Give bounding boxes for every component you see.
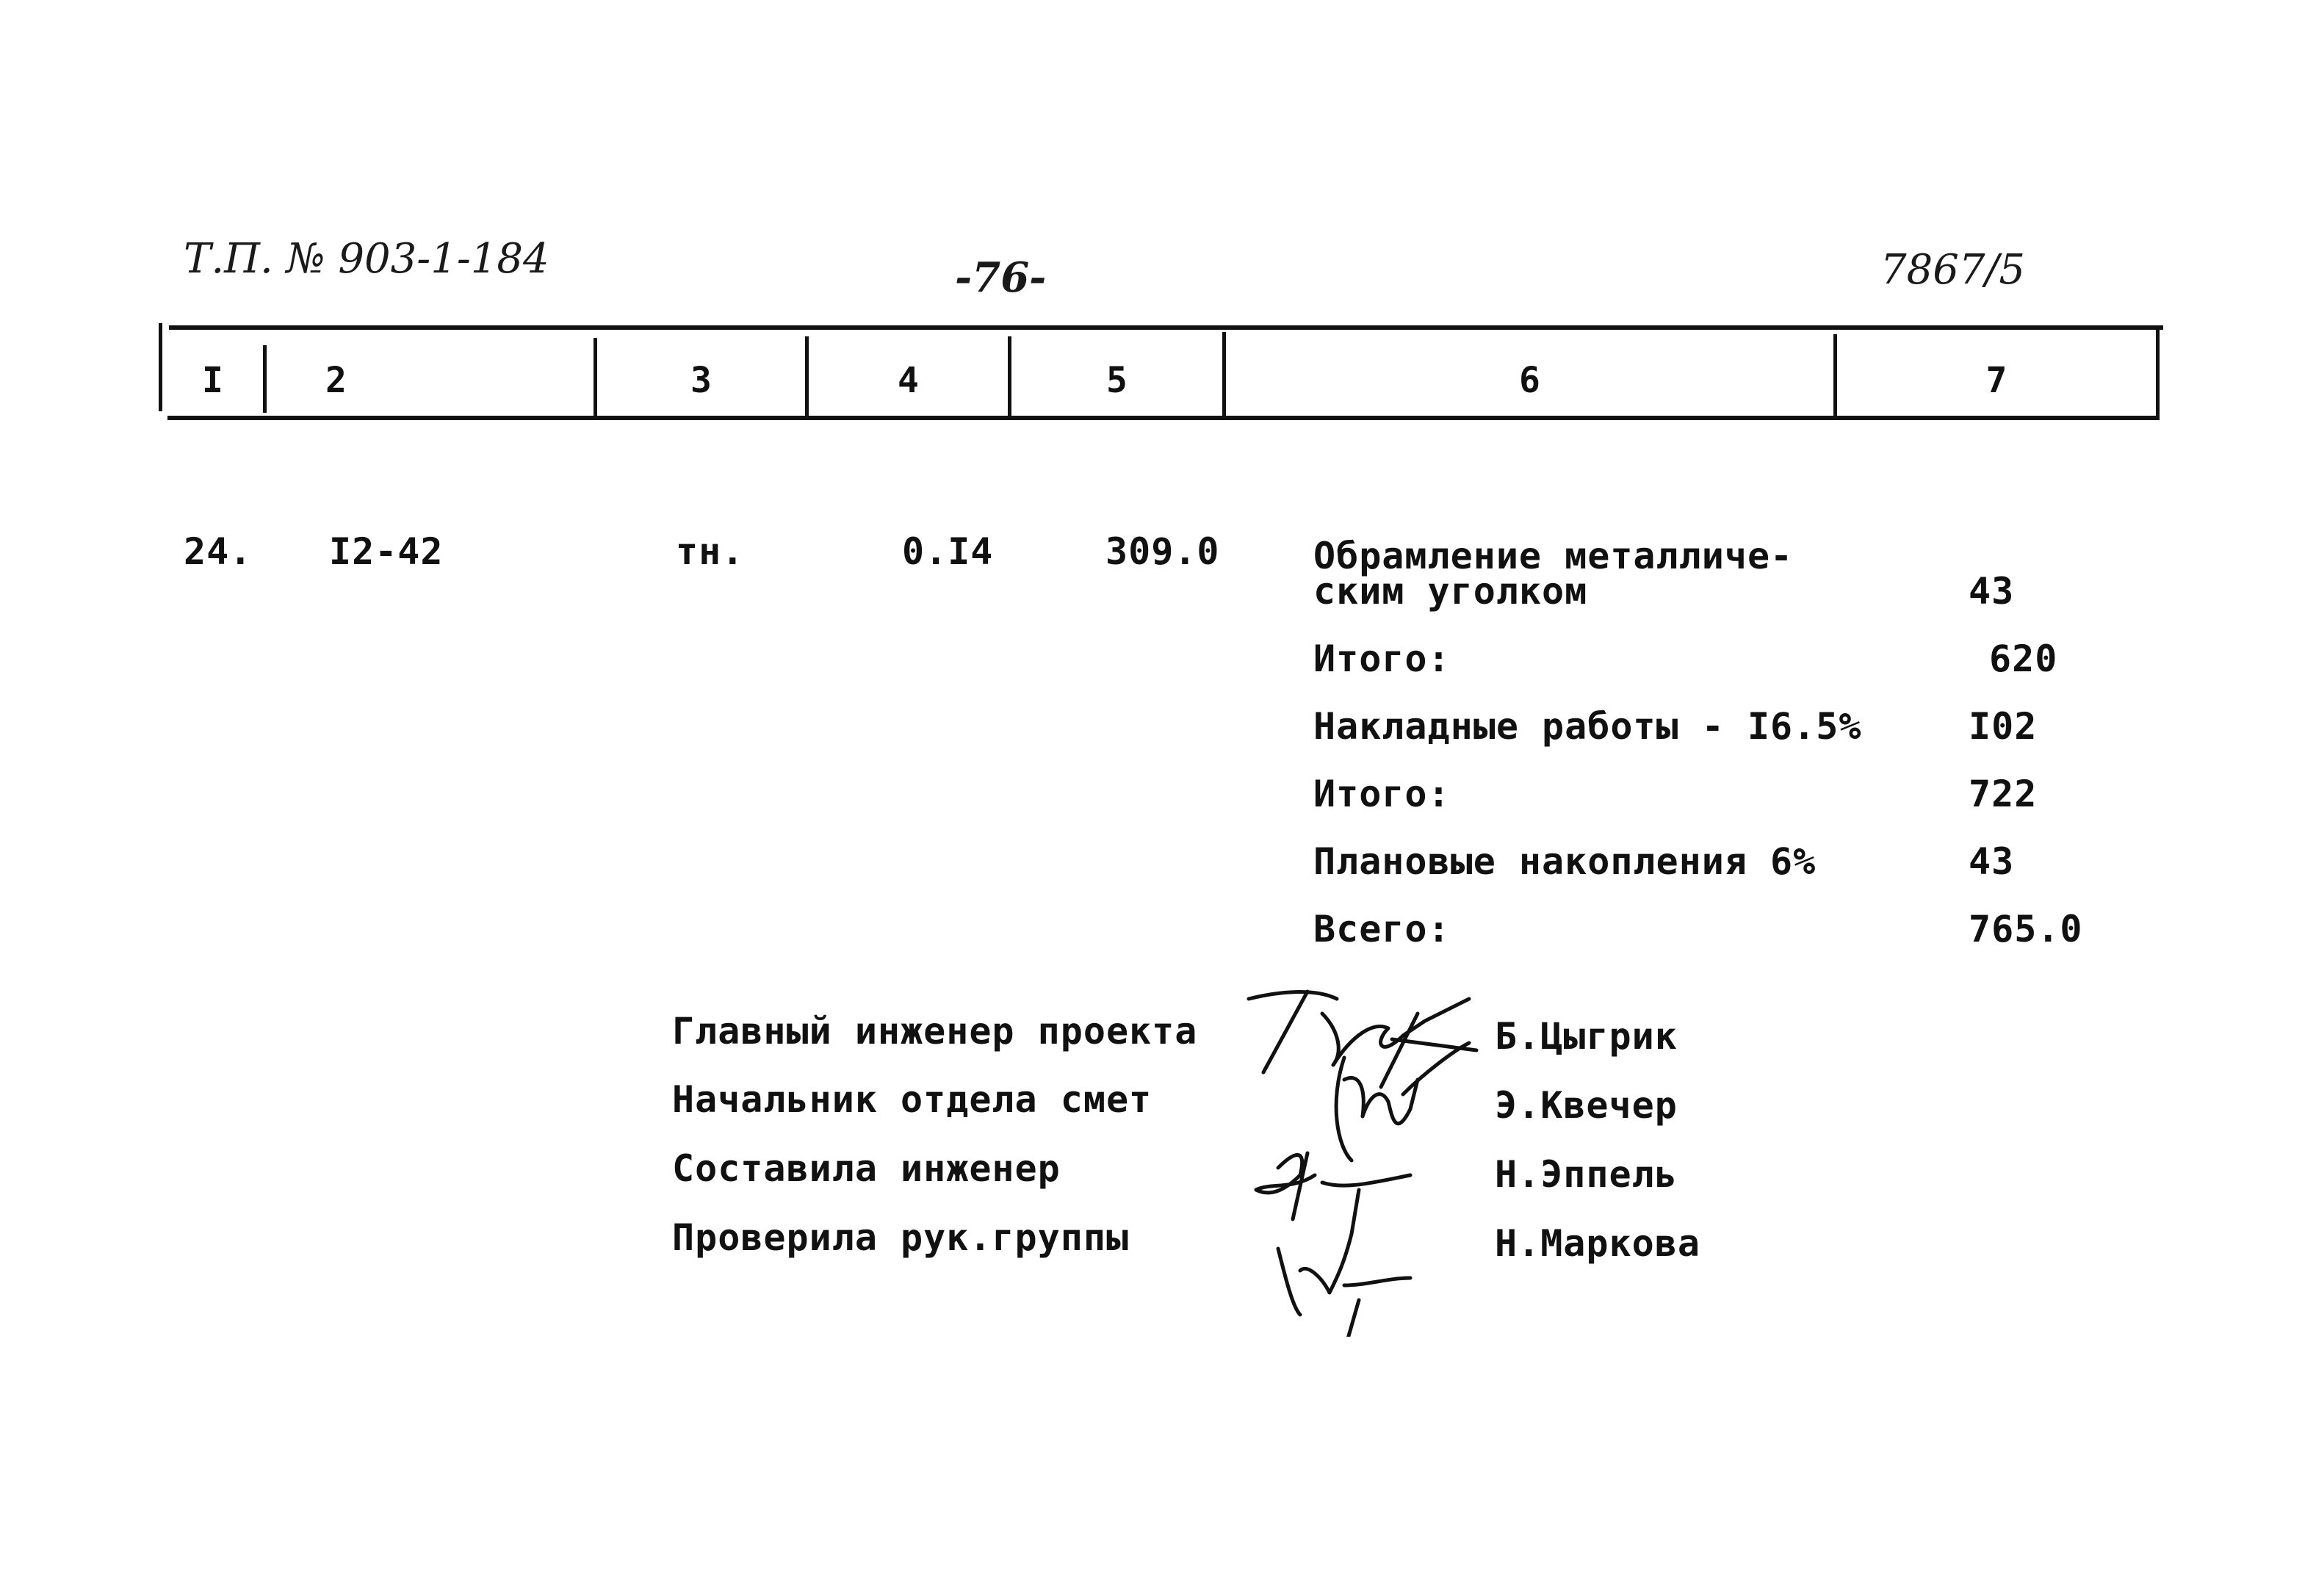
overhead-value: I02: [1969, 705, 2038, 748]
column-header: I: [202, 360, 223, 401]
signature-name: Б.Цыгрик: [1495, 1015, 1678, 1058]
row-code: I2-42: [329, 530, 444, 573]
signature-role: Начальник отдела смет: [672, 1078, 1152, 1121]
signature-role: Составила инженер: [672, 1147, 1061, 1190]
total-value: 620: [1989, 638, 2058, 680]
column-header: 6: [1519, 360, 1540, 401]
subtotal-value: 722: [1969, 773, 2038, 815]
signature-name: Э.Квечер: [1495, 1084, 1678, 1127]
signature-role: Главный инженер проекта: [672, 1010, 1198, 1052]
total-label: Итого:: [1313, 638, 1451, 680]
column-header: 3: [690, 360, 712, 401]
row-number: 24.: [184, 530, 253, 573]
row-description-value: 43: [1969, 570, 2015, 613]
grand-total-label: Всего:: [1313, 908, 1451, 950]
grand-total-value: 765.0: [1969, 908, 2083, 950]
signature-name: Н.Эппель: [1495, 1153, 1678, 1196]
header-divider: [2156, 329, 2160, 417]
row-price: 309.0: [1105, 530, 1220, 573]
signature-role: Проверила рук.группы: [672, 1216, 1130, 1259]
column-header: 2: [325, 360, 347, 401]
row-description-line2: ским уголком: [1313, 570, 1588, 613]
row-quantity: 0.I4: [902, 530, 994, 573]
row-unit: тн.: [676, 530, 745, 573]
header-top-line: [169, 325, 2163, 330]
subtotal-label: Итого:: [1313, 773, 1451, 815]
planned-savings-label: Плановые накопления 6%: [1313, 840, 1817, 883]
row-description-line1: Обрамление металличе-: [1313, 535, 1794, 577]
document-number: Т.П. № 903-1-184: [184, 235, 549, 283]
header-bottom-line: [167, 416, 2160, 420]
signature-name: Н.Маркова: [1495, 1222, 1700, 1265]
overhead-label: Накладные работы - I6.5%: [1313, 705, 1862, 748]
handwritten-signatures: [1234, 969, 1498, 1337]
column-header: 4: [898, 360, 919, 401]
column-header: 5: [1106, 360, 1128, 401]
column-header: 7: [1985, 360, 2007, 401]
page-number: -76-: [955, 253, 1047, 302]
document-ref: 7867/5: [1880, 246, 2026, 294]
planned-savings-value: 43: [1969, 840, 2015, 883]
